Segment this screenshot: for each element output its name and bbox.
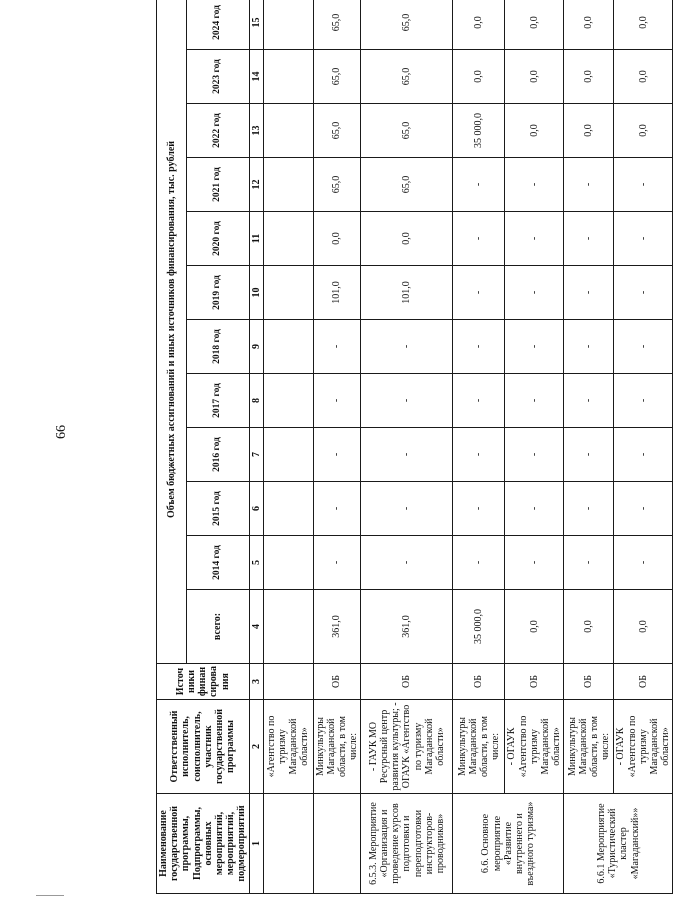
col-number-12: 12 xyxy=(249,158,263,212)
cell-source: ОБ xyxy=(313,664,361,700)
cell-year-value xyxy=(263,482,313,536)
cell-year-value: 0,0 xyxy=(614,50,673,104)
cell-year-value: 65,0 xyxy=(313,50,361,104)
cell-name: 6.5.3. Мероприятие «Организация и проведение курсов подготовки и переподготовки инструкторов-проводников» xyxy=(361,794,453,894)
table-row xyxy=(564,0,614,894)
cell-year-value: 0,0 xyxy=(564,104,614,158)
cell-year-value: 0,0 xyxy=(505,0,564,50)
header-year-2016: 2016 год xyxy=(187,428,250,482)
header-name: Наименование государственной программы, Подпрограммы, основных мероприятий, мероприятий, подмероприятий xyxy=(157,794,250,894)
cell-year-value: - xyxy=(564,320,614,374)
col-number-5: 5 xyxy=(249,536,263,590)
cell-year-value: - xyxy=(453,158,505,212)
rotated-table-sheet xyxy=(156,0,672,894)
cell-year-value: - xyxy=(614,482,673,536)
cell-year-value: - xyxy=(505,266,564,320)
cell-year-value: - xyxy=(564,428,614,482)
col-number-6: 6 xyxy=(249,482,263,536)
cell-year-value: 65,0 xyxy=(313,158,361,212)
col-number-2: 2 xyxy=(249,700,263,794)
header-executor: Ответственный исполнитель, соисполнитель, участник государственной программы xyxy=(157,700,250,794)
header-volume-group: Объем бюджетных ассигнований и иных источников финансирования, тыс. рублей xyxy=(157,0,187,664)
cell-year-value: - xyxy=(505,158,564,212)
cell-year-value xyxy=(263,104,313,158)
cell-year-value: - xyxy=(614,158,673,212)
cell-year-value: 65,0 xyxy=(361,104,453,158)
cell-year-value: - xyxy=(564,212,614,266)
cell-executor: Минкультуры Магаданской области, в том числе: xyxy=(313,700,361,794)
cell-year-value: 0,0 xyxy=(361,212,453,266)
cell-year-value: 101,0 xyxy=(313,266,361,320)
cell-year-value xyxy=(263,212,313,266)
cell-year-value: - xyxy=(313,482,361,536)
cell-executor: «Агентство по туризму Магаданской области» xyxy=(263,700,313,794)
table-row xyxy=(614,0,673,894)
cell-year-value: 0,0 xyxy=(313,212,361,266)
header-year-2024: 2024 год xyxy=(187,0,250,50)
cell-name xyxy=(313,794,361,894)
cell-year-value: - xyxy=(453,212,505,266)
col-number-13: 13 xyxy=(249,104,263,158)
cell-year-value xyxy=(263,374,313,428)
cell-year-value: 65,0 xyxy=(313,104,361,158)
cell-executor: Минкультуры Магаданской области, в том числе: xyxy=(453,700,505,794)
cell-year-value: - xyxy=(505,482,564,536)
cell-total: 0,0 xyxy=(505,590,564,664)
financing-table xyxy=(156,0,673,894)
cell-source: ОБ xyxy=(453,664,505,700)
cell-year-value xyxy=(263,158,313,212)
table-body xyxy=(263,0,673,894)
cell-year-value: - xyxy=(505,320,564,374)
cell-year-value: - xyxy=(361,374,453,428)
cell-name: 6.6. Основное мероприятие «Развитие внутреннего и въездного туризма» xyxy=(453,794,564,894)
cell-executor: - ОГАУК «Агентство по туризму Магаданской области» xyxy=(505,700,564,794)
col-number-15: 15 xyxy=(249,0,263,50)
cell-year-value xyxy=(263,50,313,104)
cell-year-value: - xyxy=(614,266,673,320)
header-year-2017: 2017 год xyxy=(187,374,250,428)
header-year-2015: 2015 год xyxy=(187,482,250,536)
cell-year-value xyxy=(263,320,313,374)
cell-year-value: - xyxy=(453,428,505,482)
cell-total: 35 000,0 xyxy=(453,590,505,664)
cell-source: ОБ xyxy=(614,664,673,700)
col-number-4: 4 xyxy=(249,590,263,664)
header-year-2022: 2022 год xyxy=(187,104,250,158)
cell-year-value: - xyxy=(453,374,505,428)
col-number-3: 3 xyxy=(249,664,263,700)
cell-year-value: - xyxy=(564,482,614,536)
cell-year-value: 35 000,0 xyxy=(453,104,505,158)
cell-year-value: - xyxy=(453,266,505,320)
col-number-11: 11 xyxy=(249,212,263,266)
cell-year-value: 0,0 xyxy=(614,104,673,158)
footer-rule xyxy=(36,895,64,896)
cell-executor: Минкультуры Магаданской области, в том числе: xyxy=(564,700,614,794)
cell-executor: - ОГАУК «Агентство по туризму Магаданской области» xyxy=(614,700,673,794)
cell-source: ОБ xyxy=(564,664,614,700)
col-number-10: 10 xyxy=(249,266,263,320)
cell-year-value: - xyxy=(313,374,361,428)
cell-year-value: - xyxy=(361,428,453,482)
cell-year-value: 65,0 xyxy=(361,0,453,50)
cell-year-value: - xyxy=(453,536,505,590)
cell-year-value: 0,0 xyxy=(505,50,564,104)
cell-total xyxy=(263,590,313,664)
cell-year-value: 0,0 xyxy=(564,0,614,50)
table-row xyxy=(505,0,564,894)
cell-year-value: 0,0 xyxy=(453,0,505,50)
header-year-2020: 2020 год xyxy=(187,212,250,266)
cell-total: 361,0 xyxy=(313,590,361,664)
cell-year-value: 0,0 xyxy=(453,50,505,104)
header-year-2014: 2014 год xyxy=(187,536,250,590)
cell-year-value: - xyxy=(505,374,564,428)
cell-year-value xyxy=(263,266,313,320)
cell-total: 0,0 xyxy=(564,590,614,664)
cell-year-value: 0,0 xyxy=(614,0,673,50)
table-row xyxy=(313,0,361,894)
cell-year-value xyxy=(263,536,313,590)
col-number-1: 1 xyxy=(249,794,263,894)
cell-name xyxy=(263,794,313,894)
cell-year-value xyxy=(263,428,313,482)
cell-year-value xyxy=(263,0,313,50)
cell-year-value: - xyxy=(453,482,505,536)
header-year-2018: 2018 год xyxy=(187,320,250,374)
header-year-2021: 2021 год xyxy=(187,158,250,212)
cell-year-value: - xyxy=(564,374,614,428)
cell-year-value: - xyxy=(361,320,453,374)
cell-executor: - ГАУК МО Ресурсный центр развития культуры; - ОГАУК «Агентство по туризму Магаданской области» xyxy=(361,700,453,794)
table-row xyxy=(453,0,505,894)
cell-source xyxy=(263,664,313,700)
cell-year-value: - xyxy=(313,536,361,590)
cell-year-value: 0,0 xyxy=(505,104,564,158)
cell-year-value: - xyxy=(614,536,673,590)
cell-year-value: - xyxy=(614,320,673,374)
header-year-2019: 2019 год xyxy=(187,266,250,320)
cell-source: ОБ xyxy=(361,664,453,700)
cell-year-value: - xyxy=(505,536,564,590)
col-number-14: 14 xyxy=(249,50,263,104)
cell-year-value: - xyxy=(564,536,614,590)
cell-year-value: - xyxy=(361,536,453,590)
cell-year-value: 65,0 xyxy=(361,50,453,104)
cell-year-value: - xyxy=(313,320,361,374)
cell-year-value: 65,0 xyxy=(313,0,361,50)
col-number-9: 9 xyxy=(249,320,263,374)
cell-year-value: - xyxy=(453,320,505,374)
cell-source: ОБ xyxy=(505,664,564,700)
cell-year-value: 65,0 xyxy=(361,158,453,212)
header-source: Источники финансирования xyxy=(157,664,250,700)
cell-year-value: - xyxy=(313,428,361,482)
col-number-7: 7 xyxy=(249,428,263,482)
cell-year-value: - xyxy=(614,212,673,266)
table-row xyxy=(361,0,453,894)
cell-total: 0,0 xyxy=(614,590,673,664)
cell-year-value: - xyxy=(614,374,673,428)
header-year-2023: 2023 год xyxy=(187,50,250,104)
cell-year-value: - xyxy=(614,428,673,482)
cell-year-value: 101,0 xyxy=(361,266,453,320)
cell-year-value: - xyxy=(564,158,614,212)
page-number: 66 xyxy=(54,425,69,439)
table-row xyxy=(263,0,313,894)
header-total: всего: xyxy=(187,590,250,664)
cell-year-value: 0,0 xyxy=(564,50,614,104)
cell-total: 361,0 xyxy=(361,590,453,664)
cell-year-value: - xyxy=(564,266,614,320)
cell-year-value: - xyxy=(505,212,564,266)
cell-year-value: - xyxy=(361,482,453,536)
col-number-8: 8 xyxy=(249,374,263,428)
cell-name: 6.6.1 Мероприятие «Туристический кластер «Магаданский»» xyxy=(564,794,673,894)
cell-year-value: - xyxy=(505,428,564,482)
